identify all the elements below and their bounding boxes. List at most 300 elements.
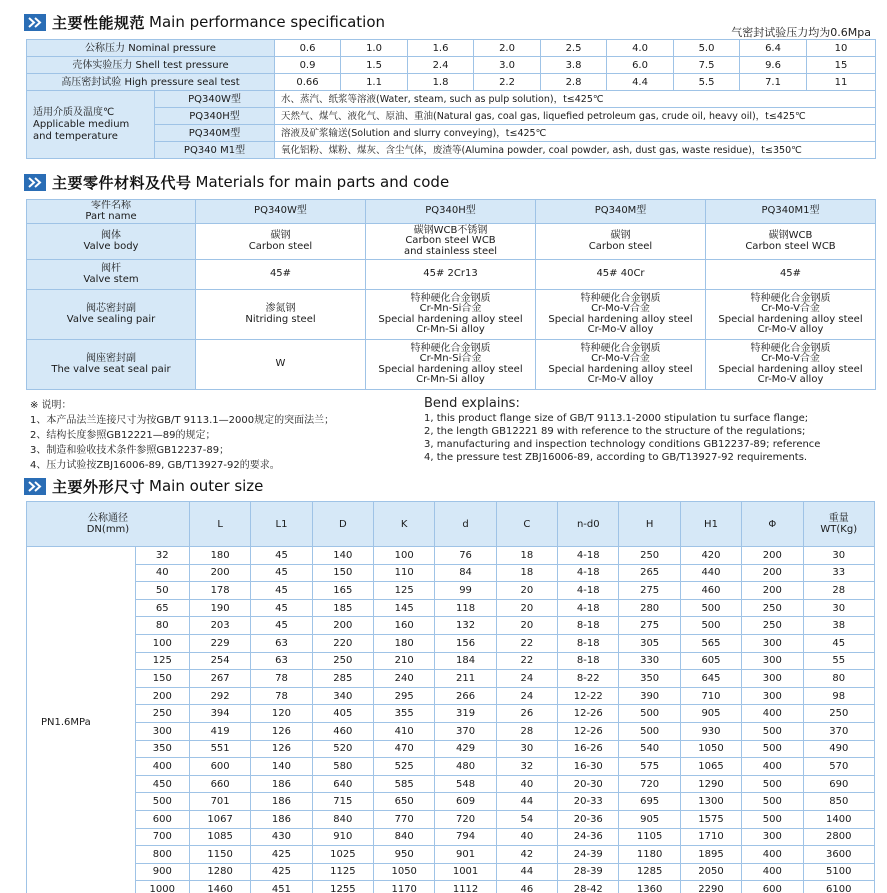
dimension-value: 540 [619, 740, 680, 758]
performance-value: 15 [807, 57, 876, 74]
dimension-value: 265 [619, 564, 680, 582]
table-row [27, 881, 875, 893]
material-line: Special hardening alloy steel [378, 313, 523, 325]
dn-value: 800 [135, 846, 189, 864]
dimension-value: 460 [312, 722, 373, 740]
dn-value: 100 [135, 634, 189, 652]
material-cell [196, 260, 366, 290]
materials-row [27, 290, 876, 340]
notes-cn [30, 398, 334, 473]
dimension-value: 640 [312, 775, 373, 793]
dimension-value: 110 [374, 564, 435, 582]
dimension-value: 1067 [189, 810, 250, 828]
dimension-value: 45 [251, 547, 312, 565]
dn-header [27, 502, 190, 547]
outer-header-row [27, 502, 875, 547]
dimension-value: 3600 [803, 846, 874, 864]
performance-title-cn: 主要性能规范 [52, 13, 146, 32]
double-chevron-right-icon [24, 174, 46, 191]
dimension-value: 5100 [803, 863, 874, 881]
dimension-value: 8-18 [558, 617, 619, 635]
note-en-line: 1, this product flange size of GB/T 9113.1-2000 stipulation tu surface flange; [424, 413, 809, 424]
performance-value: 0.6 [275, 40, 341, 57]
material-line: 渗氮钢 [265, 303, 296, 314]
dn-value: 350 [135, 740, 189, 758]
notes-en-title: Bend explains: [424, 396, 520, 411]
media-model: PQ340H型 [155, 108, 275, 125]
dimension-value: 292 [189, 687, 250, 705]
media-label-line: 适用介质及温度℃ [33, 106, 115, 118]
dimension-value: 28-39 [558, 863, 619, 881]
dimension-value: 78 [251, 670, 312, 688]
dimension-value: 45 [251, 564, 312, 582]
performance-value: 4.0 [607, 40, 674, 57]
part-name-en: The valve seat seal pair [51, 363, 171, 375]
media-model: PQ340 M1型 [155, 142, 275, 159]
dimension-value: 140 [251, 758, 312, 776]
dimension-value: 24 [496, 670, 557, 688]
note-cn-line: ※ 说明： [30, 400, 72, 411]
material-cell [366, 260, 536, 290]
dimension-value: 300 [742, 687, 803, 705]
performance-title-en: Main performance specification [149, 13, 386, 31]
dimension-value: 22 [496, 652, 557, 670]
dimension-value: 950 [374, 846, 435, 864]
material-line: Nitriding steel [245, 313, 316, 325]
dn-value: 250 [135, 705, 189, 723]
material-line: W [275, 358, 286, 370]
dimension-value: 1360 [619, 881, 680, 893]
dn-value: 700 [135, 828, 189, 846]
dimension-value: 300 [742, 634, 803, 652]
performance-value: 2.8 [541, 74, 607, 91]
performance-row [27, 40, 876, 57]
dimension-header: H [619, 502, 680, 547]
performance-row [27, 74, 876, 91]
dn-value: 50 [135, 582, 189, 600]
material-line: Cr-Mn-Si alloy [416, 324, 485, 335]
dimension-header: H1 [680, 502, 741, 547]
materials-row [27, 340, 876, 390]
dimension-value: 500 [680, 617, 741, 635]
dimension-value: 1170 [374, 881, 435, 893]
dimension-value: 140 [312, 547, 373, 565]
dimension-value: 40 [496, 828, 557, 846]
dimension-value: 24 [496, 687, 557, 705]
media-label-line: and temperature [33, 130, 118, 142]
dimension-value: 1400 [803, 810, 874, 828]
dimension-value: 45 [251, 599, 312, 617]
material-line: 碳钢WCB不锈钢 [413, 224, 488, 236]
table-row [27, 775, 875, 793]
material-line: 碳钢WCB [768, 230, 813, 241]
material-line: Cr-Mo-V合金 [761, 353, 820, 364]
dimension-value: 2290 [680, 881, 741, 893]
performance-table [26, 39, 876, 159]
materials-table [26, 199, 876, 390]
dimension-value: 178 [189, 582, 250, 600]
part-name [27, 224, 196, 260]
weight-header-cn: 重量 [828, 513, 849, 524]
dimension-value: 20-30 [558, 775, 619, 793]
dimension-value: 132 [435, 617, 496, 635]
dimension-value: 1575 [680, 810, 741, 828]
dimension-value: 394 [189, 705, 250, 723]
dimension-value: 20 [496, 582, 557, 600]
dimension-value: 28-42 [558, 881, 619, 893]
performance-row-label: 壳体实验压力 Shell test pressure [27, 57, 275, 74]
media-description: 溶液及矿浆输送(Solution and slurry conveying)，t≤425℃ [275, 125, 876, 142]
material-line: 特种硬化合金钢质 [580, 292, 661, 304]
double-chevron-right-icon [24, 14, 46, 31]
dimension-value: 211 [435, 670, 496, 688]
dimension-value: 580 [312, 758, 373, 776]
note-en-line: 3, manufacturing and inspection technology conditions GB12237-89; reference [424, 439, 821, 450]
dimension-value: 319 [435, 705, 496, 723]
dimension-value: 305 [619, 634, 680, 652]
material-cell [366, 290, 536, 340]
media-row [27, 125, 876, 142]
dimension-value: 180 [374, 634, 435, 652]
performance-value: 2.4 [408, 57, 474, 74]
dimension-value: 266 [435, 687, 496, 705]
table-row [27, 582, 875, 600]
note-cn-line: 1、本产品法兰连接尺寸为按GB/T 9113.1—2000规定的突面法兰； [30, 415, 335, 426]
dimension-value: 570 [803, 758, 874, 776]
material-line: Cr-Mn-Si alloy [416, 374, 485, 385]
media-row [27, 142, 876, 159]
dimension-value: 6100 [803, 881, 874, 893]
dimension-value: 80 [803, 670, 874, 688]
part-name [27, 290, 196, 340]
dimension-header: L1 [251, 502, 312, 547]
dimension-value: 425 [251, 863, 312, 881]
dimension-value: 370 [435, 722, 496, 740]
material-line: 45# 40Cr [596, 268, 645, 280]
dimension-value: 33 [803, 564, 874, 582]
table-row [27, 810, 875, 828]
dimension-value: 2050 [680, 863, 741, 881]
dimension-value: 295 [374, 687, 435, 705]
dimension-value: 460 [680, 582, 741, 600]
note-cn-line: 4、压力试验按ZBJ16006-89, GB/T13927-92的要求。 [30, 460, 280, 471]
dimension-value: 18 [496, 547, 557, 565]
dimension-value: 186 [251, 793, 312, 811]
table-row [27, 564, 875, 582]
dn-value: 65 [135, 599, 189, 617]
dimension-value: 430 [251, 828, 312, 846]
dn-value: 40 [135, 564, 189, 582]
material-line: Carbon steel [248, 240, 313, 252]
dimension-value: 1285 [619, 863, 680, 881]
dimension-value: 250 [742, 599, 803, 617]
dimension-header: D [312, 502, 373, 547]
dimension-value: 710 [680, 687, 741, 705]
material-line: Cr-Mo-V alloy [587, 374, 654, 385]
dimension-value: 118 [435, 599, 496, 617]
dn-value: 400 [135, 758, 189, 776]
dimension-value: 32 [496, 758, 557, 776]
material-line: 特种硬化合金钢质 [410, 342, 491, 354]
table-row [27, 705, 875, 723]
model-header: PQ340H型 [366, 200, 536, 224]
outer-size-title-cn: 主要外形尺寸 [52, 477, 146, 496]
dimension-value: 548 [435, 775, 496, 793]
dimension-value: 203 [189, 617, 250, 635]
dimension-value: 405 [312, 705, 373, 723]
dimension-value: 190 [189, 599, 250, 617]
dimension-value: 184 [435, 652, 496, 670]
performance-value: 1.5 [341, 57, 408, 74]
performance-value: 1.8 [408, 74, 474, 91]
materials-title-cn: 主要零件材料及代号 [52, 173, 192, 192]
media-model: PQ340W型 [155, 91, 275, 108]
dimension-value: 200 [742, 547, 803, 565]
material-line: Carbon steel WCB [405, 235, 496, 247]
dimension-value: 300 [742, 828, 803, 846]
dimension-value: 565 [680, 634, 741, 652]
dimension-value: 650 [374, 793, 435, 811]
table-row [27, 740, 875, 758]
note-cn-line: 2、结构长度参照GB12221—89的规定； [30, 430, 216, 441]
material-line: Cr-Mn-Si合金 [419, 303, 482, 314]
material-line: 碳钢 [610, 230, 631, 241]
performance-value: 5.5 [674, 74, 740, 91]
materials-header-row [27, 200, 876, 224]
dimension-value: 200 [742, 564, 803, 582]
dimension-value: 794 [435, 828, 496, 846]
dimension-value: 20-36 [558, 810, 619, 828]
dimension-value: 4-18 [558, 547, 619, 565]
dimension-value: 145 [374, 599, 435, 617]
performance-value: 2.5 [541, 40, 607, 57]
dimension-value: 350 [619, 670, 680, 688]
performance-row [27, 57, 876, 74]
dimension-value: 451 [251, 881, 312, 893]
dimension-value: 30 [496, 740, 557, 758]
media-label-line: Applicable medium [33, 118, 130, 130]
dimension-value: 1180 [619, 846, 680, 864]
material-line: Carbon steel WCB [745, 240, 836, 252]
dn-value: 125 [135, 652, 189, 670]
dimension-value: 125 [374, 582, 435, 600]
dn-value: 200 [135, 687, 189, 705]
dimension-value: 695 [619, 793, 680, 811]
dimension-value: 126 [251, 740, 312, 758]
dimension-value: 390 [619, 687, 680, 705]
dimension-value: 4-18 [558, 582, 619, 600]
part-name-en: Valve body [83, 240, 139, 252]
dimension-value: 44 [496, 863, 557, 881]
note-cn-line: 3、制造和验收技术条件参照GB12237-89； [30, 445, 230, 456]
dimension-value: 300 [742, 652, 803, 670]
table-row [27, 793, 875, 811]
dimension-value: 600 [189, 758, 250, 776]
dimension-value: 8-22 [558, 670, 619, 688]
dimension-value: 186 [251, 775, 312, 793]
part-name [27, 340, 196, 390]
performance-value: 0.66 [275, 74, 341, 91]
dimension-value: 4-18 [558, 599, 619, 617]
material-line: 特种硬化合金钢质 [750, 342, 831, 354]
material-line: Special hardening alloy steel [718, 363, 863, 375]
material-line: Cr-Mo-V alloy [587, 324, 654, 335]
dn-header-en: DN(mm) [86, 524, 130, 535]
dimension-value: 42 [496, 846, 557, 864]
dimension-value: 275 [619, 582, 680, 600]
dimension-value: 720 [435, 810, 496, 828]
dimension-value: 500 [680, 599, 741, 617]
material-line: 特种硬化合金钢质 [580, 342, 661, 354]
dimension-value: 8-18 [558, 652, 619, 670]
dimension-value: 850 [803, 793, 874, 811]
dimension-value: 500 [742, 722, 803, 740]
dimension-value: 355 [374, 705, 435, 723]
section-title-outer-size [24, 476, 263, 496]
dimension-value: 480 [435, 758, 496, 776]
performance-value: 11 [807, 74, 876, 91]
dimension-value: 30 [803, 547, 874, 565]
dimension-value: 1001 [435, 863, 496, 881]
material-line: 特种硬化合金钢质 [750, 292, 831, 304]
dimension-value: 45 [251, 582, 312, 600]
dimension-value: 400 [742, 863, 803, 881]
part-name-header [27, 200, 196, 224]
dimension-value: 99 [435, 582, 496, 600]
dn-value: 300 [135, 722, 189, 740]
material-cell [536, 290, 706, 340]
part-name-cn: 零件名称 [91, 200, 131, 211]
dimension-value: 4-18 [558, 564, 619, 582]
dimension-value: 500 [742, 810, 803, 828]
dimension-header: d [435, 502, 496, 547]
dimension-value: 905 [619, 810, 680, 828]
dimension-value: 150 [312, 564, 373, 582]
material-line: Cr-Mo-V合金 [761, 303, 820, 314]
dimension-value: 38 [803, 617, 874, 635]
performance-value: 7.5 [674, 57, 740, 74]
part-name-en: Valve sealing pair [66, 313, 156, 325]
material-line: 特种硬化合金钢质 [410, 292, 491, 304]
dimension-value: 1710 [680, 828, 741, 846]
table-row [27, 758, 875, 776]
dimension-value: 720 [619, 775, 680, 793]
seal-test-note: 气密封试验压力均为0.6Mpa [731, 26, 871, 39]
dimension-value: 254 [189, 652, 250, 670]
dimension-value: 22 [496, 634, 557, 652]
table-row [27, 617, 875, 635]
material-line: Cr-Mo-V alloy [757, 324, 824, 335]
dimension-value: 210 [374, 652, 435, 670]
dimension-value: 400 [742, 705, 803, 723]
dn-value: 80 [135, 617, 189, 635]
dimension-value: 551 [189, 740, 250, 758]
dimension-value: 410 [374, 722, 435, 740]
material-line: Carbon steel [588, 240, 653, 252]
performance-value: 1.6 [408, 40, 474, 57]
dimension-value: 18 [496, 564, 557, 582]
media-row [27, 108, 876, 125]
materials-title-en: Materials for main parts and code [195, 173, 450, 191]
dimension-value: 1050 [374, 863, 435, 881]
dn-value: 600 [135, 810, 189, 828]
dimension-value: 1290 [680, 775, 741, 793]
material-cell [366, 224, 536, 260]
double-chevron-right-icon [24, 478, 46, 495]
dimension-value: 500 [742, 793, 803, 811]
dimension-value: 44 [496, 793, 557, 811]
dimension-value: 525 [374, 758, 435, 776]
dimension-value: 26 [496, 705, 557, 723]
dimension-value: 24-36 [558, 828, 619, 846]
material-cell [536, 260, 706, 290]
dimension-value: 340 [312, 687, 373, 705]
dimension-value: 250 [619, 547, 680, 565]
dimension-value: 24-39 [558, 846, 619, 864]
model-header: PQ340M型 [536, 200, 706, 224]
dimension-value: 100 [374, 547, 435, 565]
dimension-value: 585 [374, 775, 435, 793]
dimension-value: 500 [619, 705, 680, 723]
dn-header-cn: 公称通径 [87, 513, 128, 524]
material-line: 45# [269, 268, 292, 280]
performance-value: 9.6 [740, 57, 807, 74]
performance-value: 7.1 [740, 74, 807, 91]
dimension-value: 1085 [189, 828, 250, 846]
material-line: Special hardening alloy steel [378, 363, 523, 375]
material-line: 45# 2Cr13 [423, 268, 478, 280]
dimension-value: 1895 [680, 846, 741, 864]
material-cell [706, 224, 876, 260]
dimension-value: 840 [374, 828, 435, 846]
part-name-cn: 阀杆 [101, 263, 121, 274]
dimension-value: 12-26 [558, 705, 619, 723]
table-row [27, 634, 875, 652]
performance-value: 5.0 [674, 40, 740, 57]
model-header: PQ340M1型 [706, 200, 876, 224]
material-cell [366, 340, 536, 390]
material-line: Special hardening alloy steel [548, 363, 693, 375]
dimension-value: 30 [803, 599, 874, 617]
note-en-line: 2, the length GB12221 89 with reference to the structure of the regulations; [424, 426, 806, 437]
dimension-value: 910 [312, 828, 373, 846]
dimension-value: 250 [742, 617, 803, 635]
dimension-value: 229 [189, 634, 250, 652]
dimension-value: 715 [312, 793, 373, 811]
performance-value: 2.2 [474, 74, 541, 91]
pressure-class: PN1.6MPa [27, 547, 136, 893]
dimension-value: 126 [251, 722, 312, 740]
material-line: Cr-Mn-Si合金 [419, 353, 482, 364]
dimension-value: 250 [312, 652, 373, 670]
table-row [27, 652, 875, 670]
dimension-value: 400 [742, 846, 803, 864]
dimension-value: 16-26 [558, 740, 619, 758]
media-row [27, 91, 876, 108]
dimension-value: 20 [496, 599, 557, 617]
material-cell [196, 290, 366, 340]
dimension-value: 1150 [189, 846, 250, 864]
weight-header-en: WT(Kg) [820, 524, 858, 535]
dimension-value: 400 [742, 758, 803, 776]
dn-value: 150 [135, 670, 189, 688]
media-description: 氧化铝粉、煤粉、煤灰、含尘气体，废渣等(Alumina powder, coal powder, ash, dust gas, waste residue)，t≤350℃ [275, 142, 876, 159]
table-row [27, 722, 875, 740]
outer-size-table [26, 501, 875, 893]
material-line: Cr-Mo-V合金 [591, 353, 650, 364]
material-cell [196, 224, 366, 260]
table-row [27, 670, 875, 688]
